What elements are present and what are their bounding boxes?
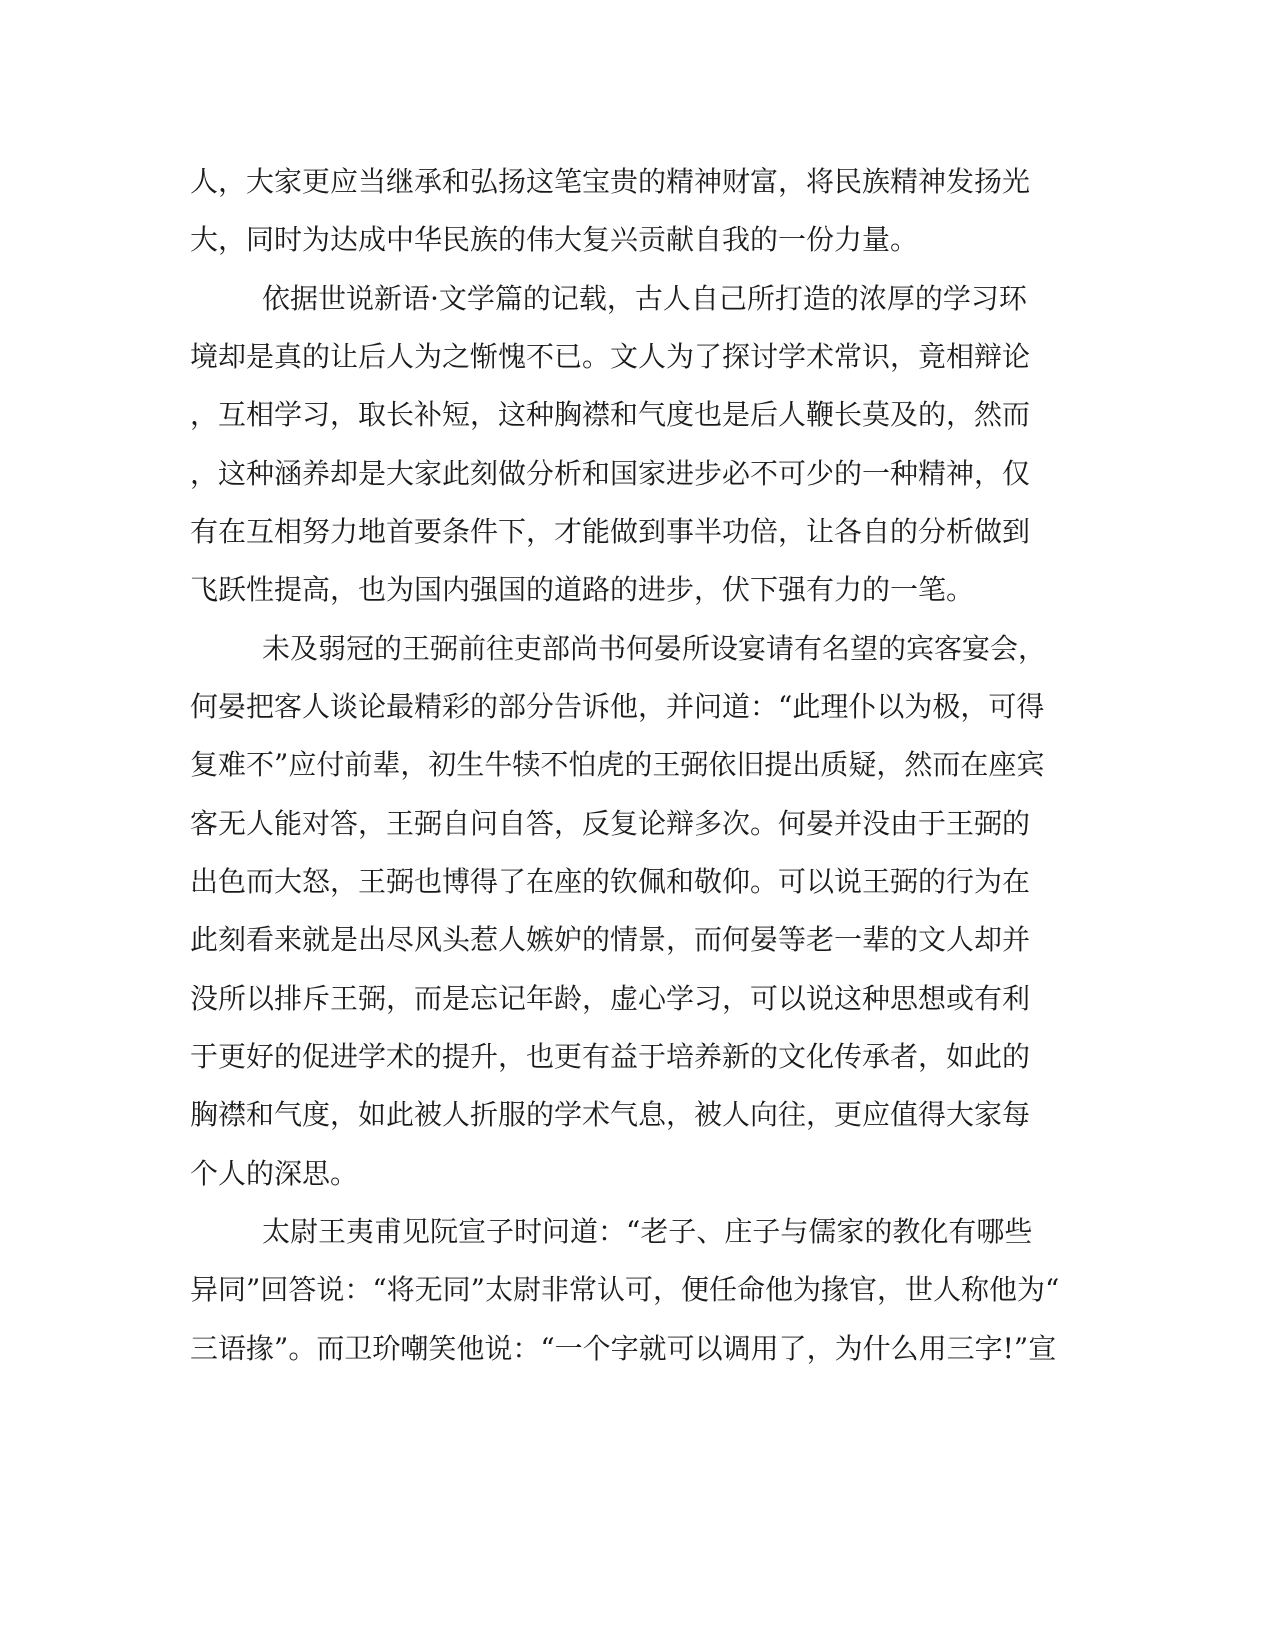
text-line: 人，大家更应当继承和弘扬这笔宝贵的精神财富，将民族精神发扬光 (190, 165, 1031, 198)
text-line: 此刻看来就是出尽风头惹人嫉妒的情景，而何晏等老一辈的文人却并 (190, 923, 1031, 956)
text-line: 于更好的促进学术的提升，也更有益于培养新的文化传承者，如此的 (190, 1040, 1031, 1073)
text-line: 依据世说新语·文学篇的记载，古人自己所打造的浓厚的学习环 (262, 282, 1027, 315)
text-line: 复难不”应付前辈，初生牛犊不怕虎的王弼依旧提出质疑，然而在座宾 (190, 748, 1045, 781)
text-line: 异同”回答说：“将无同”太尉非常认可，便任命他为掾官，世人称他为“ (190, 1273, 1060, 1306)
text-line: 何晏把客人谈论最精彩的部分告诉他，并问道：“此理仆以为极，可得 (190, 690, 1045, 723)
text-line: ，互相学习，取长补短，这种胸襟和气度也是后人鞭长莫及的，然而 (190, 398, 1031, 431)
text-line: 有在互相努力地首要条件下，才能做到事半功倍，让各自的分析做到 (190, 515, 1031, 548)
text-line: 太尉王夷甫见阮宣子时问道：“老子、庄子与儒家的教化有哪些 (262, 1215, 1033, 1248)
text-line: 个人的深思。 (190, 1157, 359, 1190)
text-line: 三语掾”。而卫玠嘲笑他说：“一个字就可以调用了，为什么用三字!”宣 (190, 1332, 1057, 1365)
text-line: 没所以排斥王弼，而是忘记年龄，虚心学习，可以说这种思想或有利 (190, 982, 1031, 1015)
text-line: 出色而大怒，王弼也博得了在座的钦佩和敬仰。可以说王弼的行为在 (190, 865, 1031, 898)
text-line: 客无人能对答，王弼自问自答，反复论辩多次。何晏并没由于王弼的 (190, 807, 1031, 840)
text-line: 飞跃性提高，也为国内强国的道路的进步，伏下强有力的一笔。 (190, 573, 975, 606)
text-line: 胸襟和气度，如此被人折服的学术气息，被人向往，更应值得大家每 (190, 1098, 1031, 1131)
text-line: 境却是真的让后人为之惭愧不已。文人为了探讨学术常识，竟相辩论 (190, 340, 1031, 373)
text-line: ，这种涵养却是大家此刻做分析和国家进步必不可少的一种精神，仅 (190, 457, 1031, 490)
text-line: 大，同时为达成中华民族的伟大复兴贡献自我的一份力量。 (190, 223, 919, 256)
text-line: 未及弱冠的王弼前往吏部尚书何晏所设宴请有名望的宾客宴会， (262, 632, 1047, 665)
